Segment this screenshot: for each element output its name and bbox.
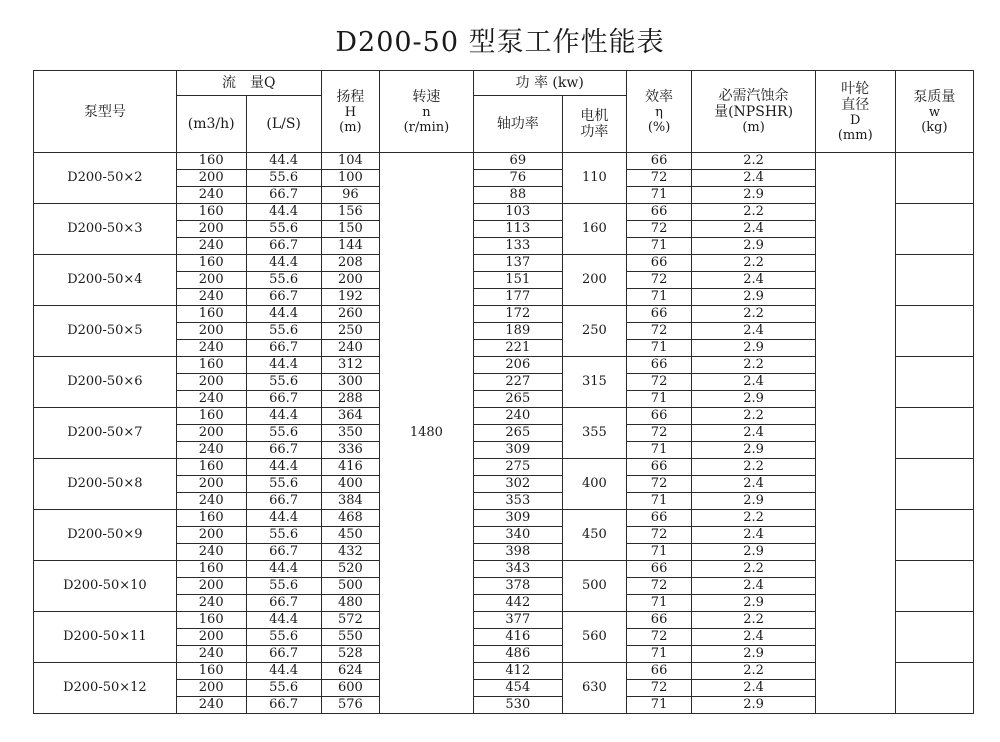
flow-m3h-cell: 160 [176,561,246,578]
efficiency-cell: 66 [626,306,692,323]
header-row-1 [34,71,974,96]
header-npsh [692,71,815,153]
header-motor-line2: 功率 [580,124,609,140]
flow-m3h-cell: 200 [176,221,246,238]
head-cell: 416 [321,459,380,476]
npsh-cell: 2.9 [692,442,815,459]
model-name-cell: D200-50×11 [34,612,177,663]
flow-m3h-cell: 200 [176,170,246,187]
efficiency-cell: 66 [626,459,692,476]
head-cell: 600 [321,680,380,697]
npsh-cell: 2.9 [692,391,815,408]
shaft-power-cell: 265 [473,391,562,408]
head-cell: 432 [321,544,380,561]
shaft-power-cell: 442 [473,595,562,612]
pump-mass-cell [895,306,973,357]
pump-mass-cell [895,663,973,714]
motor-power-cell: 630 [563,663,627,714]
flow-m3h-cell: 200 [176,425,246,442]
flow-m3h-cell: 160 [176,459,246,476]
flow-m3h-cell: 240 [176,187,246,204]
head-cell: 550 [321,629,380,646]
header-speed [380,71,473,153]
flow-ls-cell: 55.6 [246,170,321,187]
shaft-power-cell: 530 [473,697,562,714]
page-title: D200-50 型泵工作性能表 [335,27,665,58]
shaft-power-cell: 309 [473,442,562,459]
motor-power-cell: 560 [563,612,627,663]
flow-m3h-cell: 160 [176,153,246,170]
head-cell: 350 [321,425,380,442]
shaft-power-cell: 177 [473,289,562,306]
flow-m3h-cell: 200 [176,629,246,646]
npsh-cell: 2.4 [692,272,815,289]
efficiency-cell: 72 [626,374,692,391]
npsh-cell: 2.2 [692,561,815,578]
pump-mass-cell [895,459,973,510]
head-cell: 520 [321,561,380,578]
efficiency-cell: 71 [626,697,692,714]
efficiency-cell: 72 [626,629,692,646]
head-cell: 288 [321,391,380,408]
efficiency-cell: 72 [626,221,692,238]
flow-m3h-cell: 240 [176,289,246,306]
header-flow: 流 量Q [176,71,321,96]
model-name-cell: D200-50×2 [34,153,177,204]
header-npsh-line2: 量(NPSHR) [714,104,794,120]
npsh-cell: 2.4 [692,527,815,544]
header-shaft-power: 轴功率 [473,96,562,153]
header-power: 功 率 (kw) [473,71,626,96]
head-cell: 192 [321,289,380,306]
flow-ls-cell: 66.7 [246,187,321,204]
model-name-cell: D200-50×7 [34,408,177,459]
efficiency-cell: 71 [626,493,692,510]
model-name-cell: D200-50×8 [34,459,177,510]
npsh-cell: 2.4 [692,425,815,442]
header-head [321,71,380,153]
npsh-cell: 2.4 [692,578,815,595]
efficiency-cell: 71 [626,442,692,459]
pump-mass-cell [895,561,973,612]
head-cell: 156 [321,204,380,221]
flow-ls-cell: 55.6 [246,221,321,238]
efficiency-cell: 66 [626,153,692,170]
flow-ls-cell: 66.7 [246,544,321,561]
table-body [34,71,974,714]
shaft-power-cell: 206 [473,357,562,374]
header-npsh-unit: (m) [742,120,765,135]
efficiency-cell: 71 [626,646,692,663]
npsh-cell: 2.9 [692,544,815,561]
model-name-cell: D200-50×4 [34,255,177,306]
npsh-cell: 2.2 [692,306,815,323]
flow-m3h-cell: 200 [176,323,246,340]
flow-ls-cell: 55.6 [246,374,321,391]
flow-m3h-cell: 240 [176,238,246,255]
flow-m3h-cell: 240 [176,340,246,357]
npsh-cell: 2.9 [692,595,815,612]
head-cell: 364 [321,408,380,425]
npsh-cell: 2.2 [692,459,815,476]
flow-m3h-cell: 200 [176,476,246,493]
efficiency-cell: 71 [626,391,692,408]
flow-m3h-cell: 200 [176,374,246,391]
head-cell: 312 [321,357,380,374]
pump-mass-cell [895,408,973,459]
efficiency-cell: 72 [626,578,692,595]
shaft-power-cell: 172 [473,306,562,323]
flow-ls-cell: 66.7 [246,493,321,510]
model-name-cell: D200-50×5 [34,306,177,357]
efficiency-cell: 66 [626,510,692,527]
flow-m3h-cell: 160 [176,255,246,272]
efficiency-cell: 71 [626,238,692,255]
pump-mass-cell [895,153,973,204]
header-head-unit: (m) [339,119,362,135]
head-cell: 480 [321,595,380,612]
efficiency-cell: 66 [626,561,692,578]
npsh-cell: 2.4 [692,629,815,646]
npsh-cell: 2.4 [692,476,815,493]
flow-m3h-cell: 200 [176,527,246,544]
header-impeller-unit: (mm) [837,127,873,143]
npsh-cell: 2.2 [692,408,815,425]
header-eff-unit: (%) [647,119,671,135]
npsh-cell: 2.9 [692,646,815,663]
motor-power-cell: 500 [563,561,627,612]
pump-mass-cell [895,357,973,408]
pump-mass-cell [895,510,973,561]
shaft-power-cell: 378 [473,578,562,595]
header-mass [895,71,973,153]
table-row [34,153,974,170]
flow-ls-cell: 55.6 [246,476,321,493]
header-impeller-line2: 直径 [841,96,870,113]
flow-ls-cell: 66.7 [246,391,321,408]
head-cell: 240 [321,340,380,357]
shaft-power-cell: 398 [473,544,562,561]
model-name-cell: D200-50×9 [34,510,177,561]
flow-ls-cell: 44.4 [246,510,321,527]
npsh-cell: 2.9 [692,289,815,306]
flow-ls-cell: 66.7 [246,595,321,612]
shaft-power-cell: 265 [473,425,562,442]
flow-m3h-cell: 160 [176,306,246,323]
header-eff-name: 效率 [645,88,674,105]
npsh-cell: 2.2 [692,204,815,221]
shaft-power-cell: 353 [473,493,562,510]
shaft-power-cell: 227 [473,374,562,391]
impeller-diameter-cell [815,153,895,714]
pump-mass-cell [895,204,973,255]
shaft-power-cell: 88 [473,187,562,204]
npsh-cell: 2.4 [692,374,815,391]
efficiency-cell: 71 [626,187,692,204]
flow-m3h-cell: 240 [176,442,246,459]
npsh-cell: 2.4 [692,323,815,340]
flow-ls-cell: 44.4 [246,306,321,323]
shaft-power-cell: 416 [473,629,562,646]
flow-m3h-cell: 160 [176,612,246,629]
efficiency-cell: 72 [626,527,692,544]
shaft-power-cell: 69 [473,153,562,170]
flow-ls-cell: 44.4 [246,663,321,680]
header-impeller-symbol: D [850,112,861,128]
flow-ls-cell: 66.7 [246,646,321,663]
efficiency-cell: 72 [626,680,692,697]
shaft-power-cell: 151 [473,272,562,289]
flow-ls-cell: 44.4 [246,612,321,629]
flow-ls-cell: 44.4 [246,561,321,578]
npsh-cell: 2.2 [692,510,815,527]
motor-power-cell: 160 [563,204,627,255]
header-efficiency [626,71,692,153]
model-name-cell: D200-50×3 [34,204,177,255]
flow-m3h-cell: 160 [176,204,246,221]
shaft-power-cell: 343 [473,561,562,578]
shaft-power-cell: 137 [473,255,562,272]
npsh-cell: 2.2 [692,663,815,680]
efficiency-cell: 66 [626,612,692,629]
motor-power-cell: 110 [563,153,627,204]
head-cell: 144 [321,238,380,255]
efficiency-cell: 66 [626,663,692,680]
head-cell: 450 [321,527,380,544]
model-name-cell: D200-50×12 [34,663,177,714]
flow-ls-cell: 55.6 [246,629,321,646]
flow-ls-cell: 44.4 [246,153,321,170]
npsh-cell: 2.9 [692,340,815,357]
npsh-cell: 2.9 [692,697,815,714]
shaft-power-cell: 377 [473,612,562,629]
flow-m3h-cell: 160 [176,510,246,527]
head-cell: 100 [321,170,380,187]
head-cell: 572 [321,612,380,629]
flow-m3h-cell: 240 [176,391,246,408]
head-cell: 208 [321,255,380,272]
efficiency-cell: 66 [626,357,692,374]
efficiency-cell: 71 [626,340,692,357]
head-cell: 400 [321,476,380,493]
header-motor-power [563,96,627,153]
flow-m3h-cell: 160 [176,408,246,425]
efficiency-cell: 72 [626,272,692,289]
shaft-power-cell: 412 [473,663,562,680]
header-model: 泵型号 [34,71,177,153]
efficiency-cell: 71 [626,289,692,306]
flow-m3h-cell: 200 [176,680,246,697]
header-speed-symbol: n [422,104,431,120]
header-mass-symbol: w [928,104,940,120]
flow-ls-cell: 55.6 [246,578,321,595]
motor-power-cell: 450 [563,510,627,561]
flow-ls-cell: 55.6 [246,323,321,340]
shaft-power-cell: 309 [473,510,562,527]
header-speed-name: 转速 [412,88,441,105]
head-cell: 250 [321,323,380,340]
efficiency-cell: 72 [626,425,692,442]
shaft-power-cell: 113 [473,221,562,238]
flow-m3h-cell: 160 [176,357,246,374]
efficiency-cell: 66 [626,408,692,425]
header-mass-unit: (kg) [921,119,948,135]
npsh-cell: 2.2 [692,357,815,374]
speed-cell: 1480 [380,153,473,714]
head-cell: 260 [321,306,380,323]
shaft-power-cell: 240 [473,408,562,425]
head-cell: 468 [321,510,380,527]
model-name-cell: D200-50×6 [34,357,177,408]
pump-mass-cell [895,255,973,306]
flow-ls-cell: 55.6 [246,680,321,697]
npsh-cell: 2.2 [692,612,815,629]
header-eff-symbol: η [655,104,663,120]
npsh-cell: 2.9 [692,187,815,204]
header-flow-ls: (L/S) [246,96,321,153]
npsh-cell: 2.2 [692,255,815,272]
header-speed-unit: (r/min) [403,119,450,135]
shaft-power-cell: 76 [473,170,562,187]
head-cell: 300 [321,374,380,391]
shaft-power-cell: 103 [473,204,562,221]
efficiency-cell: 72 [626,170,692,187]
shaft-power-cell: 275 [473,459,562,476]
efficiency-cell: 66 [626,204,692,221]
shaft-power-cell: 221 [473,340,562,357]
efficiency-cell: 72 [626,476,692,493]
motor-power-cell: 355 [563,408,627,459]
efficiency-cell: 72 [626,323,692,340]
motor-power-cell: 315 [563,357,627,408]
header-impeller [815,71,895,153]
flow-ls-cell: 44.4 [246,459,321,476]
npsh-cell: 2.4 [692,170,815,187]
npsh-cell: 2.9 [692,238,815,255]
flow-ls-cell: 66.7 [246,289,321,306]
head-cell: 576 [321,697,380,714]
flow-ls-cell: 44.4 [246,408,321,425]
flow-m3h-cell: 240 [176,595,246,612]
flow-ls-cell: 66.7 [246,442,321,459]
efficiency-cell: 66 [626,255,692,272]
head-cell: 624 [321,663,380,680]
flow-ls-cell: 66.7 [246,340,321,357]
model-name-cell: D200-50×10 [34,561,177,612]
flow-ls-cell: 66.7 [246,238,321,255]
shaft-power-cell: 454 [473,680,562,697]
shaft-power-cell: 340 [473,527,562,544]
pump-mass-cell [895,612,973,663]
shaft-power-cell: 133 [473,238,562,255]
header-mass-name: 泵质量 [913,88,956,105]
shaft-power-cell: 302 [473,476,562,493]
header-impeller-line1: 叶轮 [841,80,870,97]
flow-m3h-cell: 160 [176,663,246,680]
head-cell: 96 [321,187,380,204]
npsh-cell: 2.4 [692,221,815,238]
head-cell: 528 [321,646,380,663]
flow-ls-cell: 44.4 [246,357,321,374]
flow-m3h-cell: 240 [176,646,246,663]
efficiency-cell: 71 [626,595,692,612]
head-cell: 200 [321,272,380,289]
npsh-cell: 2.4 [692,680,815,697]
flow-m3h-cell: 240 [176,544,246,561]
motor-power-cell: 400 [563,459,627,510]
shaft-power-cell: 189 [473,323,562,340]
efficiency-cell: 71 [626,544,692,561]
performance-table [33,70,974,714]
header-flow-m3h: (m3/h) [176,96,246,153]
flow-ls-cell: 44.4 [246,204,321,221]
head-cell: 384 [321,493,380,510]
head-cell: 336 [321,442,380,459]
header-motor-line1: 电机 [580,108,609,124]
shaft-power-cell: 486 [473,646,562,663]
flow-ls-cell: 55.6 [246,272,321,289]
motor-power-cell: 200 [563,255,627,306]
header-head-name: 扬程 [336,88,365,105]
header-npsh-line1: 必需汽蚀余 [718,88,789,104]
flow-ls-cell: 44.4 [246,255,321,272]
flow-ls-cell: 66.7 [246,697,321,714]
flow-ls-cell: 55.6 [246,527,321,544]
npsh-cell: 2.9 [692,493,815,510]
motor-power-cell: 250 [563,306,627,357]
flow-m3h-cell: 240 [176,493,246,510]
head-cell: 500 [321,578,380,595]
head-cell: 150 [321,221,380,238]
npsh-cell: 2.2 [692,153,815,170]
flow-ls-cell: 55.6 [246,425,321,442]
flow-m3h-cell: 200 [176,272,246,289]
header-head-symbol: H [344,104,357,120]
flow-m3h-cell: 240 [176,697,246,714]
head-cell: 104 [321,153,380,170]
flow-m3h-cell: 200 [176,578,246,595]
